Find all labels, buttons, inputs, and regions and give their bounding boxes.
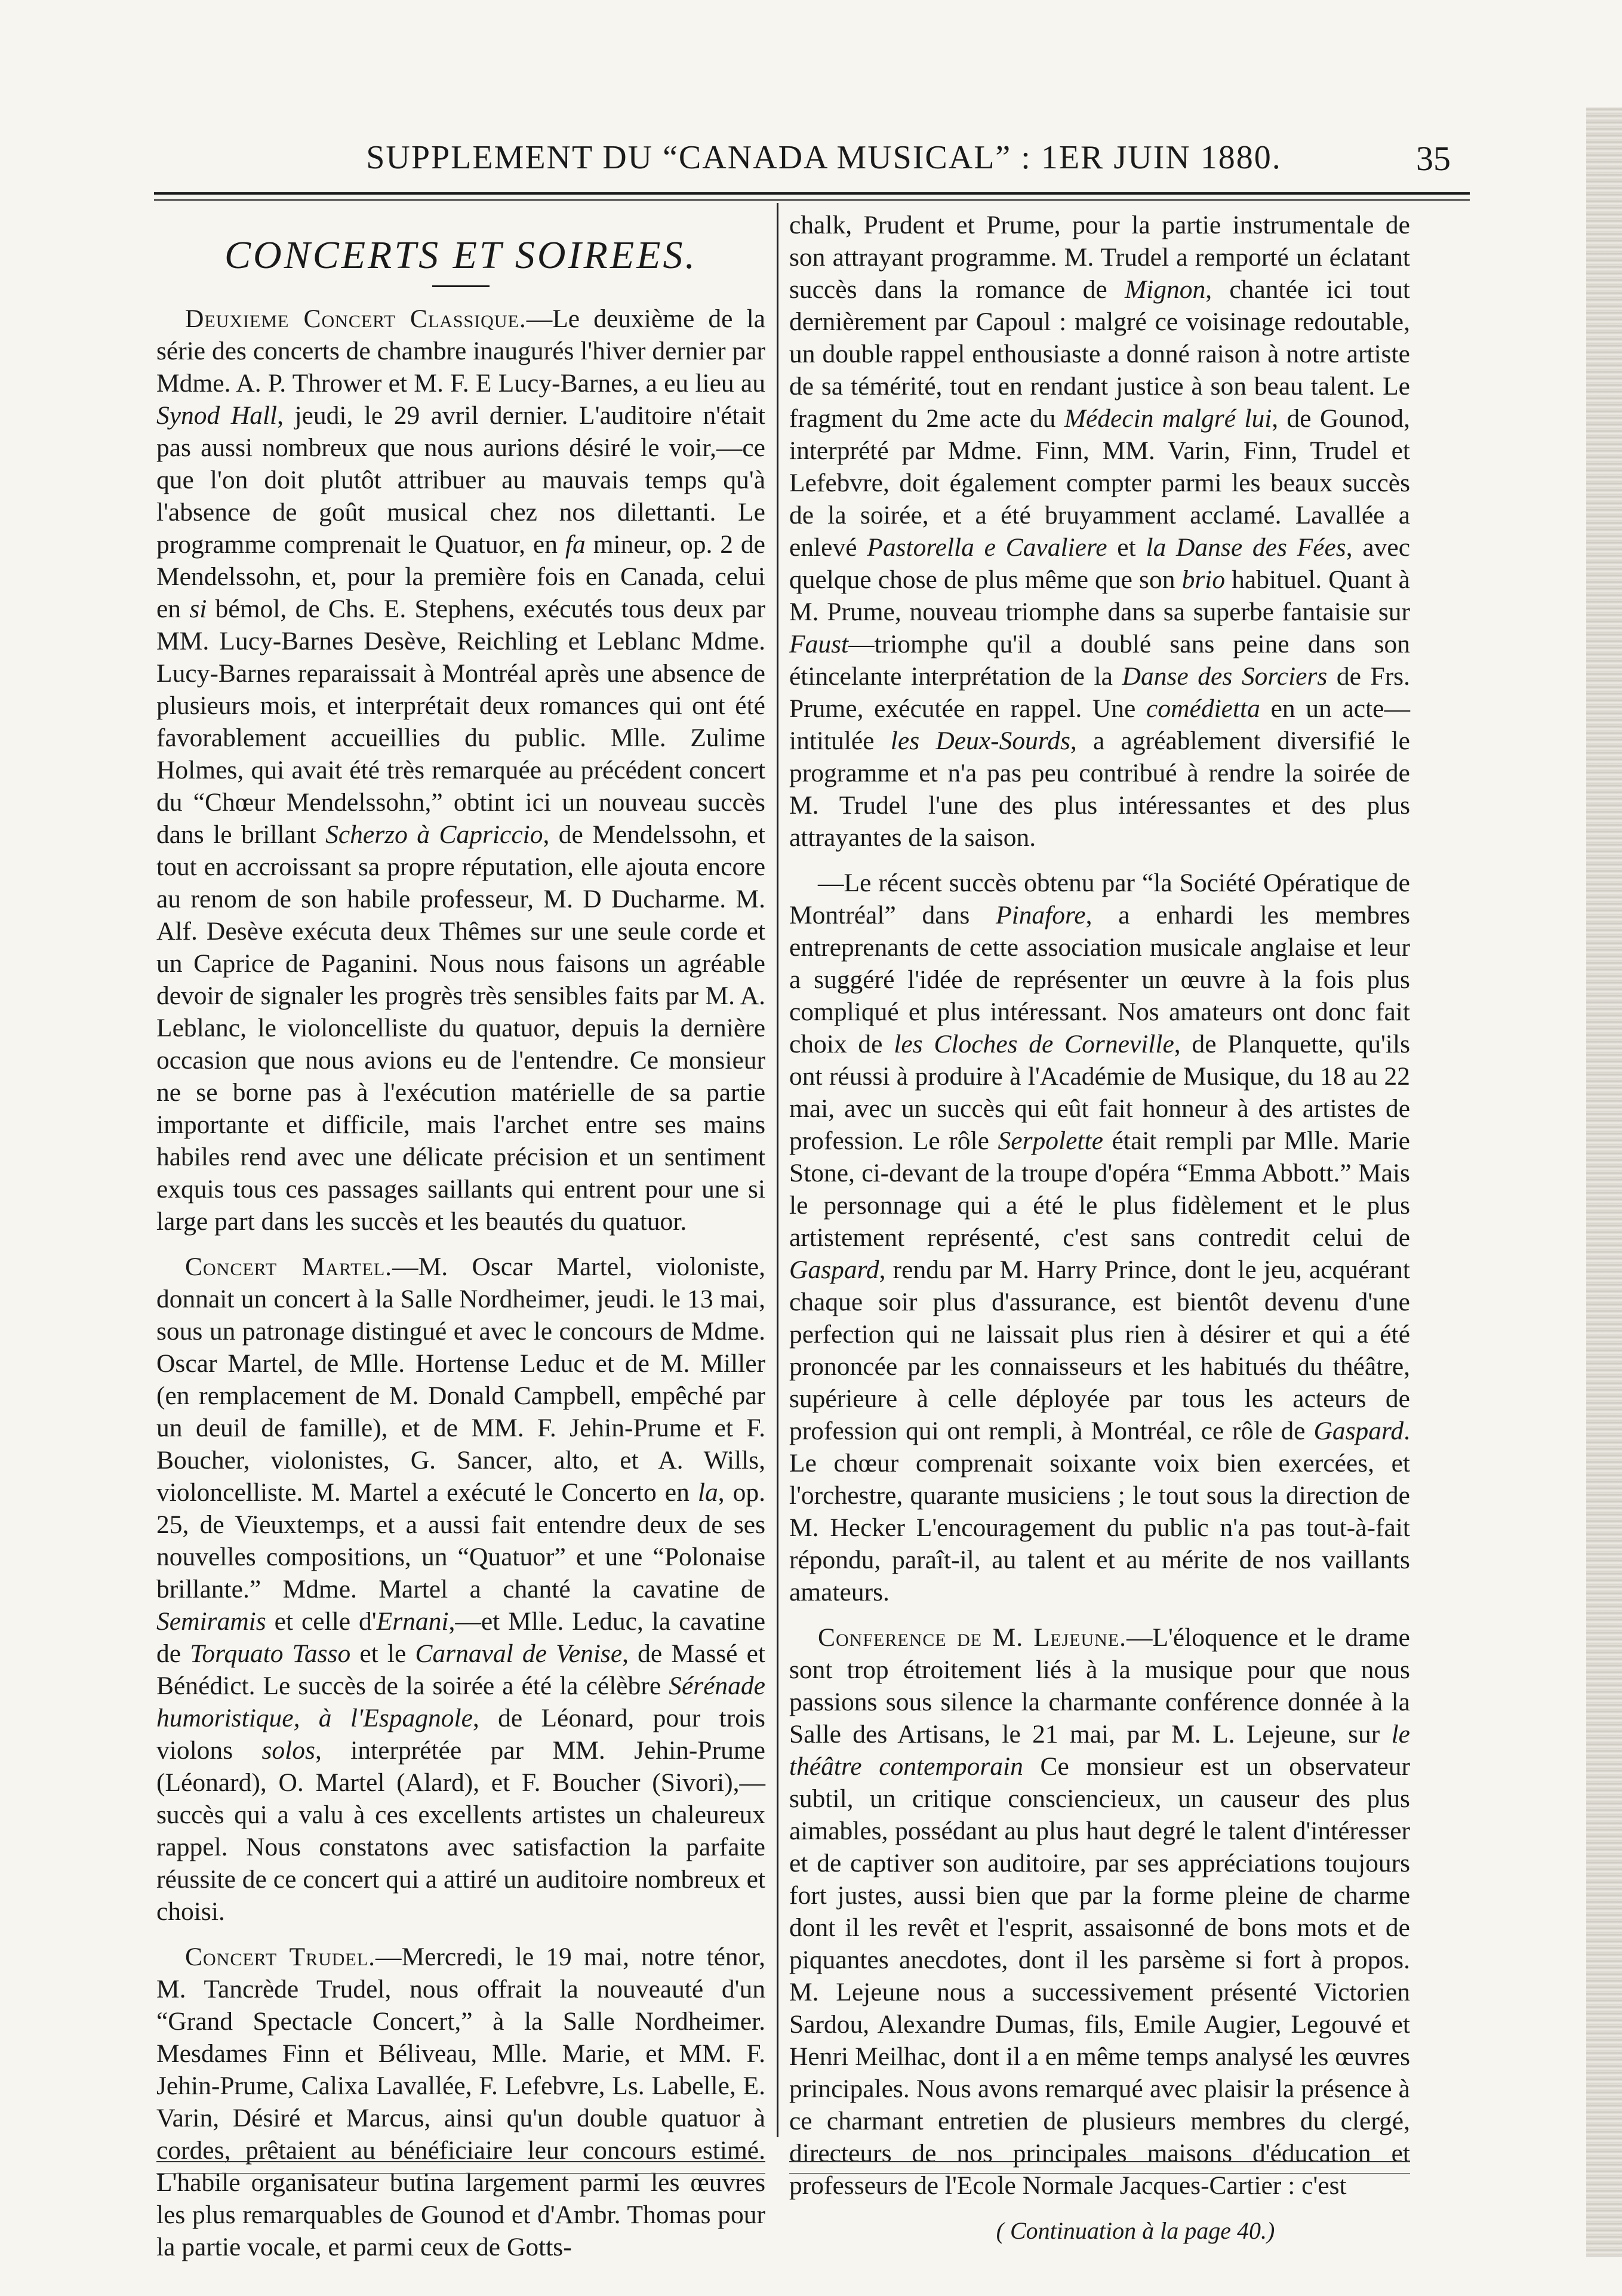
footer-rule-right-thin [789,2173,1410,2174]
left-column [156,209,765,2276]
paragraph-lead: Concert Trudel. [185,1943,376,1971]
continuation-note: ( Continuation à la page 40.) [996,2217,1275,2244]
page-binding-edge [1586,107,1622,2257]
paragraph-concert-trudel: Concert Trudel.—Mercredi, le 19 mai, notre ténor, M. Tancrède Trudel, nous offrait la nouveauté d'un “Grand Spectacle Concert,” à la Salle Nordheimer. Mesdames Finn et Béliveau, Mlle. Marie, et MM. F. Jehin-Prume, Calixa Lavallée, F. Lefebvre, Ls. Labelle, E. Varin, Désiré et Marcus, ainsi qu'un double quatuor à cordes, prêtaient au bénéficiaire leur concours estimé. L'habile organisateur butina largement parmi les œuvres les plus remarquables de Gounod et d'Ambr. Thomas pour la partie vocale, et parmi ceux de Gotts- [156,1943,766,2261]
column-divider [777,203,778,2137]
paragraph-conference-lejeune: Conference de M. Lejeune.—L'éloquence et le drame sont trop étroitement liés à la musique pour que nous passions sous silence la charmante conférence donnée à la Salle des Artisans, le 21 mai, par M. L. Lejeune, sur le théâtre contemporain Ce monsieur est un observateur subtil, un critique consciencieux, un causeur des plus aimables, possédant au plus haut degré le talent d'intéresser et de captiver son auditoire, par ses appréciations toujours fort justes, aussi bien que par la forme pleine de charme dont il les revêt et l'esprit, assaisonné de bons mots et de piquantes anecdotes, dont il les parsème si fort à propos. M. Lejeune nous a successivement présenté Victorien Sardou, Alexandre Dumas, fils, Emile Augier, Legouvé et Henri Meilhac, dont il a en même temps analysé les œuvres principales. Nous avons remarqué avec plaisir la présence à ce charmant entretien de plusieurs membres du clergé, directeurs de nos principales maisons d'éducation et professeurs de l'Ecole Normale Jacques-Cartier : c'est [789,1623,1410,2200]
paragraph-lead: Concert Martel. [185,1252,393,1281]
paragraph-lead: Conference de M. Lejeune. [818,1623,1127,1652]
right-column [789,209,1410,2247]
header-rule [154,192,1470,195]
paragraph-lead: Deuxieme Concert Classique. [185,304,527,333]
running-head: SUPPLEMENT DU “CANADA MUSICAL” : 1ER JUIN 1880. [366,139,1282,176]
footer-rule-left [156,2161,765,2162]
page-number: 35 [1416,139,1451,178]
paragraph-trudel-continued: chalk, Prudent et Prume, pour la partie instrumentale de son attrayant programme. M. Trudel a remporté un éclatant succès dans la romance de Mignon, chantée ici tout dernièrement par Capoul : malgré ce voisinage redoutable, un double rappel enthousiaste a donné raison à notre artiste de sa témérité, tout en rendant justice à son beau talent. Le fragment du 2me acte du Médecin malgré lui, de Gounod, interprété par Mdme. Finn, MM. Varin, Finn, Trudel et Lefebvre, doit également compter parmi les beaux succès de la soirée, et a été bruyamment acclamé. Lavallée a enlevé Pastorella e Cavaliere et la Danse des Fées, avec quelque chose de plus même que son brio habituel. Quant à M. Prume, nouveau triomphe dans sa superbe fantaisie sur Faust—triomphe qu'il a doublé sans peine dans son étincelante interprétation de la Danse des Sorciers de Frs. Prume, exécutée en rappel. Une comédietta en un acte—intitulée les Deux-Sourds, a agréablement diversifié le programme et n'a pas peu contribué à rendre la soirée de M. Trudel l'une des plus intéressantes et des plus attrayantes de la saison. [789,211,1410,852]
article-title: CONCERTS ET SOIREES. [224,233,697,277]
title-rule [432,285,490,287]
paragraph-deuxieme-concert: Deuxieme Concert Classique.—Le deuxième de la série des concerts de chambre inaugurés l'hiver dernier par Mdme. A. P. Thrower et M. F. E Lucy-Barnes, a eu lieu au Synod Hall, jeudi, le 29 avril dernier. L'auditoire n'était pas aussi nombreux que nous aurions désiré le voir,—ce que l'on doit plutôt attribuer au mauvais temps qu'à l'absence de goût musical chez nos dilettanti. Le programme comprenait le Quatuor, en fa mineur, op. 2 de Mendelssohn, et, pour la première fois en Canada, celui en si bémol, de Chs. E. Stephens, exécutés tous deux par MM. Lucy-Barnes Desève, Reichling et Leblanc Mdme. Lucy-Barnes reparaissait à Montréal après une absence de plusieurs mois, et interprétait deux romances qui ont été favorablement accueillies du public. Mlle. Zulime Holmes, qui avait été très remarquée au précédent concert du “Chœur Mendelssohn,” obtint ici un nouveau succès dans le brillant Scherzo à Capriccio, de Mendelssohn, et tout en accroissant sa propre réputation, elle ajouta encore au renom de son habile professeur, M. D Ducharme. M. Alf. Desève exécuta deux Thêmes sur une seule corde et un Caprice de Paganini. Nous nous faisons un agréable devoir de signaler les progrès très sensibles faits par M. A. Leblanc, le violoncelliste du quatuor, depuis la dernière occasion que nous avions eu de l'entendre. Ce monsieur ne se borne pas à l'exécution matérielle de sa partie importante et difficile, mais l'archet entre ses mains habiles rend avec une délicate précision et un sentiment exquis tous ces passages saillants qui entrent pour une si large part dans les succès et les beautés du quatuor. [156,304,766,1236]
paragraph-societe-operatique: —Le récent succès obtenu par “la Société Opératique de Montréal” dans Pinafore, a enhardi les membres entreprenants de cette association musicale anglaise et leur a suggéré l'idée de représenter un œuvre à la fois plus compliqué et plus intéressant. Nos amateurs ont donc fait choix de les Cloches de Corneville, de Planquette, qu'ils ont réussi à produire à l'Académie de Musique, du 18 au 22 mai, avec un succès qui eût fait honneur à des artistes de profession. Le rôle Serpolette était rempli par Mlle. Marie Stone, ci-devant de la troupe d'opéra “Emma Abbott.” Mais le personnage qui a été le plus fidèlement et le plus artistement représenté, c'est sans contredit celui de Gaspard, rendu par M. Harry Prince, dont le jeu, acquérant chaque soir plus d'assurance, est bientôt devenu d'une perfection qui ne laissait plus rien à désirer et qui a été prononcée par les connaisseurs et les habitués du théâtre, supérieure à celle déployée par tous les acteurs de profession qui ont rempli, à Montréal, ce rôle de Gaspard. Le chœur comprenait soixante voix bien exercées, et l'orchestre, quarante musiciens ; le tout sous la direction de M. Hecker L'encouragement du public n'a pas tout-à-fait répondu, paraît-il, au talent et au mérite de nos vaillants amateurs. [789,869,1411,1606]
footer-rule-left-thin [156,2173,765,2174]
footer-rule-right [789,2161,1410,2162]
paragraph-concert-martel: Concert Martel.—M. Oscar Martel, violoniste, donnait un concert à la Salle Nordheimer, jeudi. le 13 mai, sous un patronage distingué et avec le concours de Mdme. Oscar Martel, de Mlle. Hortense Leduc et de M. Miller (en remplacement de M. Donald Campbell, empêché par un deuil de famille), et de MM. F. Jehin-Prume et F. Boucher, violonistes, G. Sancer, alto, et A. Wills, violoncelliste. M. Martel a exécuté le Concerto en la, op. 25, de Vieuxtemps, et a aussi fait entendre deux de ses nouvelles compositions, un “Quatuor” et une “Polonaise brillante.” Mdme. Martel a chanté la cavatine de Semiramis et celle d'Ernani,—et Mlle. Leduc, la cavatine de Torquato Tasso et le Carnaval de Venise, de Massé et Bénédict. Le succès de la soirée a été la célèbre Sérénade humoristique, à l'Espagnole, de Léonard, pour trois violons solos, interprétée par MM. Jehin-Prume (Léonard), O. Martel (Alard), et F. Boucher (Sivori),—succès qui a valu à ces excellents artistes un chaleureux rappel. Nous constatons avec satisfaction la parfaite réussite de ce concert qui a attiré un auditoire nombreux et choisi. [156,1252,765,1926]
header-rule-thin [154,199,1470,201]
